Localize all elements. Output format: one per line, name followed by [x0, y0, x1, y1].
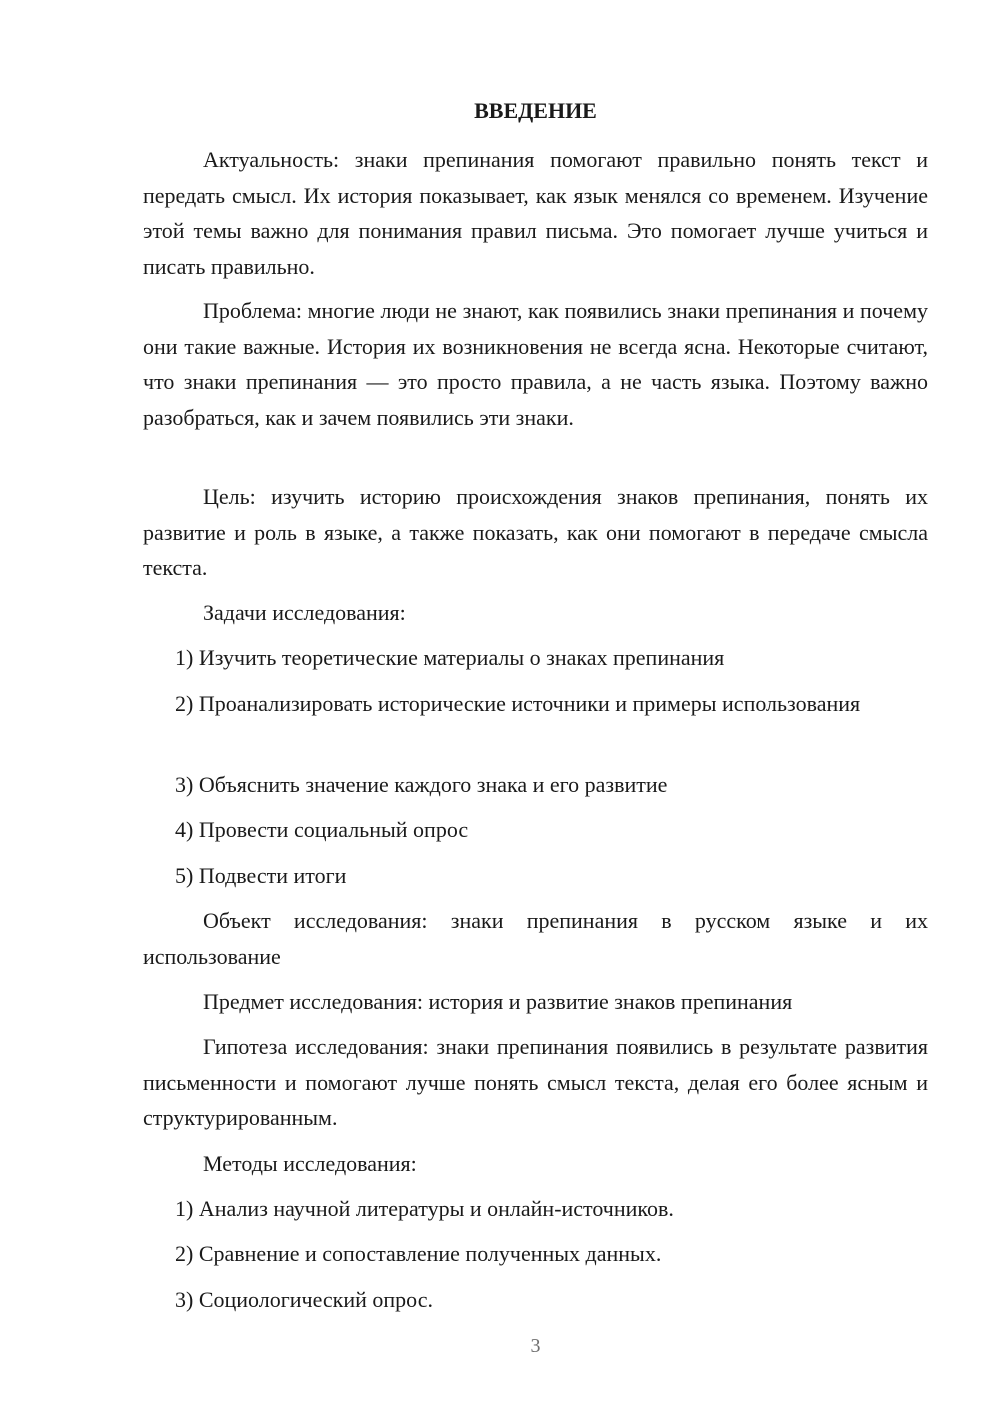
tasks-heading: Задачи исследования: — [203, 600, 406, 625]
goal-paragraph: Цель: изучить историю происхождения знаков препинания, понять их развитие и роль в языке, а также показать, как они помогают в передаче смысла текста. — [143, 484, 928, 580]
method-item-1: 1) Анализ научной литературы и онлайн-источников. — [175, 1196, 674, 1221]
hypothesis-paragraph: Гипотеза исследования: знаки препинания появились в результате развития письменности и помогают лучше понять смысл текста, делая его более ясным и структурированным. — [143, 1034, 928, 1130]
object-paragraph: Объект исследования: знаки препинания в русском языке и их использование — [143, 908, 928, 969]
task-item-3: 3) Объяснить значение каждого знака и его развитие — [175, 772, 668, 797]
page-number: 3 — [530, 1335, 541, 1357]
task-item-1: 1) Изучить теоретические материалы о знаках препинания — [175, 645, 725, 670]
task-item-2: 2) Проанализировать исторические источники и примеры использования — [175, 691, 861, 716]
task-item-4: 4) Провести социальный опрос — [175, 817, 469, 842]
subject-paragraph: Предмет исследования: история и развитие знаков препинания — [203, 989, 793, 1014]
document-page — [143, 0, 928, 1414]
task-item-5: 5) Подвести итоги — [175, 863, 347, 888]
relevance-paragraph: Актуальность: знаки препинания помогают правильно понять текст и передать смысл. Их история показывает, как язык менялся со временем. Изучение этой темы важно для понимания правил письма. Это помогает лучше учиться и писать правильно. — [143, 147, 928, 279]
method-item-2: 2) Сравнение и сопоставление полученных данных. — [175, 1241, 662, 1266]
problem-paragraph: Проблема: многие люди не знают, как появились знаки препинания и почему они такие важные. История их возникновения не всегда ясна. Некоторые считают, что знаки препинания — это просто правила, а не часть языка. Поэтому важно разобраться, как и зачем появились эти знаки. — [143, 298, 928, 430]
page-title: ВВЕДЕНИЕ — [474, 98, 597, 123]
method-item-3: 3) Социологический опрос. — [175, 1287, 433, 1312]
methods-heading: Методы исследования: — [203, 1151, 417, 1176]
